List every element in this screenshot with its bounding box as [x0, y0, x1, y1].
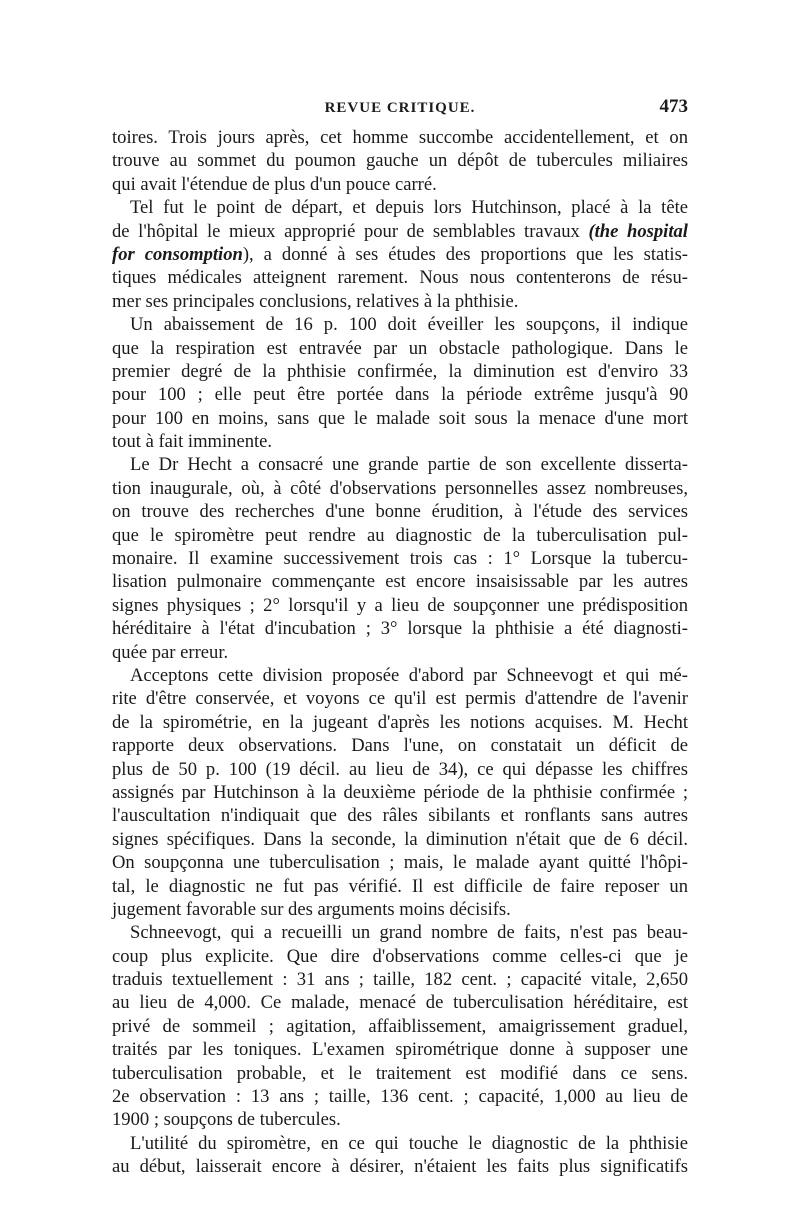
text-line: coup plus explicite. Que dire d'observations comme celles-ci que je [112, 945, 688, 967]
text-line: au début, laisserait encore à désirer, n'étaient les faits plus significatifs [112, 1156, 688, 1178]
text-line: quée par erreur. [112, 641, 229, 663]
italic-title: for consomption [112, 243, 243, 265]
text-line: tiques médicales atteignent rarement. Nous nous contenterons de résu- [112, 267, 688, 289]
text-line: signes physiques ; 2° lorsqu'il y a lieu de soupçonner une prédisposition [112, 594, 688, 616]
text-line: au lieu de 4,000. Ce malade, menacé de tuberculisation héréditaire, est [112, 992, 688, 1014]
text-line: L'utilité du spiromètre, en ce qui touche le diagnostic de la phthisie [130, 1132, 688, 1154]
text-line: 2e observation : 13 ans ; taille, 136 cent. ; capacité, 1,000 au lieu de [112, 1086, 688, 1108]
text-line: mer ses principales conclusions, relatives à la phthisie. [112, 290, 519, 312]
body-text [112, 126, 688, 1179]
text-line: On soupçonna une tuberculisation ; mais, le malade ayant quitté l'hôpi- [112, 852, 688, 874]
text-line: pour 100 ; elle peut être portée dans la période extrême jusqu'à 90 [112, 384, 688, 406]
text-line: tion inaugurale, où, à côté d'observations personnelles assez nombreuses, [112, 477, 688, 499]
text-line: tal, le diagnostic ne fut pas vérifié. Il est difficile de faire reposer un [112, 875, 688, 897]
text-line: pour 100 en moins, sans que le malade soit sous la menace d'une mort [112, 407, 688, 429]
text-line: signes spécifiques. Dans la seconde, la diminution n'était que de 6 décil. [112, 828, 688, 850]
text-line: traités par les toniques. L'examen spirométrique donne à supposer une [112, 1039, 688, 1061]
text-line: rite d'être conservée, et voyons ce qu'il est permis d'attendre de l'avenir [112, 688, 688, 710]
text-line: Acceptons cette division proposée d'abord par Schneevogt et qui mé- [130, 664, 688, 686]
text-line: tuberculisation probable, et le traitement est modifié dans ce sens. [112, 1062, 688, 1084]
text-line: qui avait l'étendue de plus d'un pouce carré. [112, 173, 437, 195]
text-line: que la respiration est entravée par un obstacle pathologique. Dans le [112, 337, 688, 359]
text-line: toires. Trois jours après, cet homme succombe accidentellement, et on [112, 127, 688, 148]
text-line: de la spirométrie, en la jugeant d'après les notions acquises. M. Hecht [112, 711, 688, 733]
text-line: Le Dr Hecht a consacré une grande partie de son excellente disserta- [130, 454, 688, 476]
text-line: lisation pulmonaire commençante est encore insaisissable par les autres [112, 571, 688, 593]
text-line: tout à fait imminente. [112, 431, 273, 453]
page-header [112, 96, 688, 126]
text-line: traduis textuellement : 31 ans ; taille, 182 cent. ; capacité vitale, 2,650 [112, 969, 688, 991]
page-number: 473 [659, 96, 688, 117]
text-line: assignés par Hutchinson à la deuxième période de la phthisie confirmée ; [112, 781, 688, 803]
text-segment: ), a donné à ses études des proportions que les statis- [242, 243, 689, 265]
text-line: on trouve des recherches d'une bonne érudition, à l'étude des services [112, 501, 688, 523]
text-line: trouve au sommet du poumon gauche un dépôt de tubercules miliaires [112, 150, 688, 172]
text-segment: de l'hôpital le mieux approprié pour de semblables travaux [112, 220, 580, 242]
text-line [112, 243, 688, 266]
text-line: Un abaissement de 16 p. 100 doit éveiller les soupçons, il indique [130, 314, 688, 336]
text-line: Tel fut le point de départ, et depuis lors Hutchinson, placé à la tête [130, 197, 688, 219]
text-line: Schneevogt, qui a recueilli un grand nombre de faits, n'est pas beau- [130, 922, 688, 944]
text-line: l'auscultation n'indiquait que des râles sibilants et ronflants sans autres [112, 805, 688, 827]
text-line: 1900 ; soupçons de tubercules. [112, 1109, 341, 1131]
text-line: que le spiromètre peut rendre au diagnostic de la tuberculisation pul- [112, 524, 688, 546]
text-line [112, 220, 688, 243]
text-line: plus de 50 p. 100 (19 décil. au lieu de 34), ce qui dépasse les chiffres [112, 758, 688, 780]
text-line: premier degré de la phthisie confirmée, la diminution est d'enviro 33 [112, 360, 688, 382]
text-line: rapporte deux observations. Dans l'une, on constatait un déficit de [112, 735, 688, 757]
running-head: REVUE CRITIQUE. [324, 100, 476, 116]
text-line: héréditaire à l'état d'incubation ; 3° lorsque la phthisie a été diagnosti- [112, 618, 688, 640]
text-line: monaire. Il examine successivement trois cas : 1° Lorsque la tubercu- [112, 548, 688, 570]
text-line: privé de sommeil ; agitation, affaiblissement, amaigrissement graduel, [112, 1015, 688, 1037]
text-line: jugement favorable sur des arguments moins décisifs. [112, 898, 511, 920]
italic-title: (the hospital [588, 220, 688, 242]
book-page [112, 96, 688, 1179]
